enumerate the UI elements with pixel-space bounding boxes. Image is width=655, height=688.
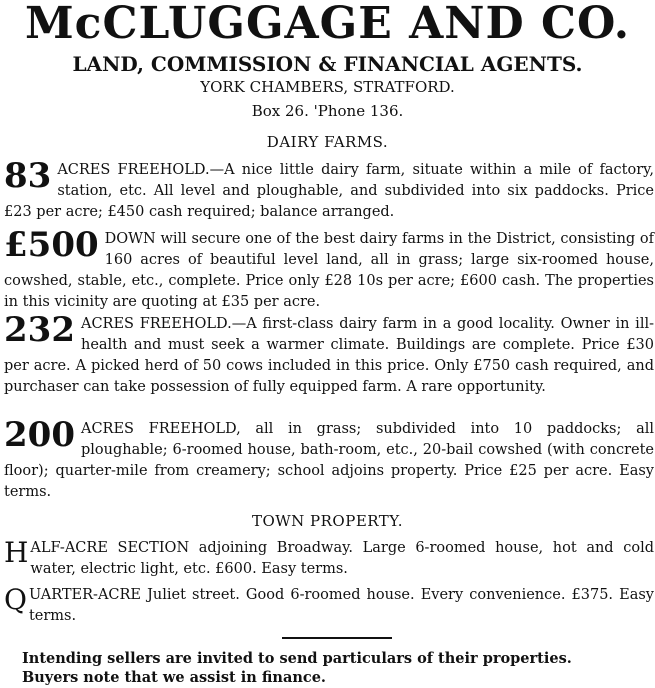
listing-text: ACRES FREEHOLD, all in grass; subdivided into 10 paddocks; all ploughable; 6-roomed house, bath-room, etc., 20-bail cowshed (with concrete floor); quarter-mile from creamery; school adjoins property. Price £25 per acre. Easy terms.	[4, 421, 654, 500]
listing-text: UARTER-ACRE Juliet street. Good 6-roomed house. Every convenience. £375. Easy terms.	[28, 587, 654, 624]
footer-buyers-note: Buyers note that we assist in finance.	[22, 669, 326, 686]
firm-address: YORK CHAMBERS, STRATFORD.	[200, 78, 455, 96]
listing-text: ALF-ACRE SECTION adjoining Broadway. Large 6-roomed house, hot and cold water, electric light, etc. £600. Easy terms.	[30, 540, 654, 577]
listing-town-1	[4, 538, 654, 580]
listing-town-2	[4, 585, 654, 627]
listing-text: ACRES FREEHOLD.—A first-class dairy farm in a good locality. Owner in ill-health and must seek a warmer climate. Buildings are complete. Price £30 per acre. A picked herd of 50 cows included in this price. Only £750 cash required, and purchaser can take possession of fully equipped farm. A rare opportunity.	[4, 316, 654, 395]
firm-tagline: LAND, COMMISSION & FINANCIAL AGENTS.	[72, 52, 583, 76]
listing-lead: 83	[4, 156, 52, 196]
listing-lead: 232	[4, 310, 75, 350]
listing-lead: 200	[4, 415, 75, 455]
listing-dairy-4	[4, 415, 654, 503]
listing-dairy-2	[4, 225, 654, 313]
listing-dairy-1	[4, 156, 654, 223]
divider-rule	[282, 637, 392, 639]
firm-contact: Box 26. 'Phone 136.	[251, 102, 404, 120]
firm-name: McCLUGGAGE AND CO.	[24, 0, 631, 49]
listing-lead: £500	[4, 225, 99, 265]
dairy-farms-heading: DAIRY FARMS.	[266, 133, 389, 151]
listing-dairy-3	[4, 310, 654, 398]
listing-text: ACRES FREEHOLD.—A nice little dairy farm, situate within a mile of factory, station, etc. All level and ploughable, and subdivided into six paddocks. Price £23 per acre; £450 cash required; balance arranged.	[4, 162, 654, 220]
listing-text: DOWN will secure one of the best dairy farms in the District, consisting of 160 acres of beautiful level land, all in grass; large six-roomed house, cowshed, stable, etc., complete. Price only £28 10s per acre; £600 cash. The properties in this vicinity are quoting at £35 per acre.	[4, 231, 654, 310]
town-property-heading: TOWN PROPERTY.	[251, 512, 404, 530]
listing-drop-cap: H	[4, 536, 29, 569]
listing-drop-cap: Q	[4, 583, 27, 616]
footer-sellers-note: Intending sellers are invited to send particulars of their properties.	[22, 650, 572, 667]
